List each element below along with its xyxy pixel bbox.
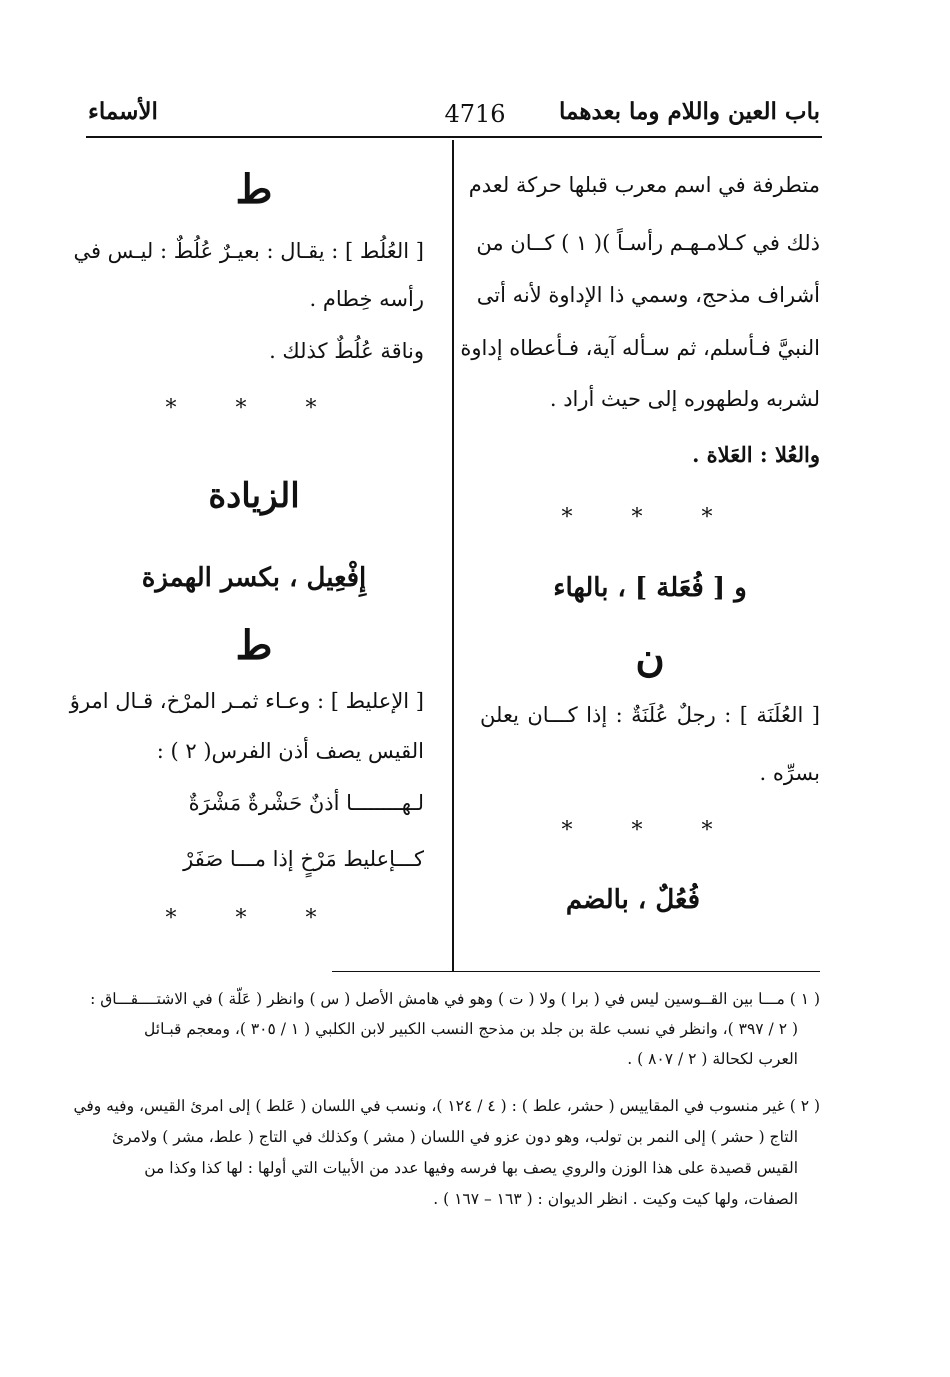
body-line: ذلك في كـلامـهـم رأسـاً )( ١ ) كــان من xyxy=(476,231,820,255)
footnote-line: العرب لكحالة ( ٢ / ٨٠٧ ) . xyxy=(627,1050,798,1068)
root-letter-ta: ط xyxy=(235,166,273,213)
entry-line: القيس يصف أذن الفرس( ٢ ) : xyxy=(156,739,424,763)
footnote-line: ( ١ ) مـــا بين القــوسين ليس في ( برا ) ولا ( ت ) وهو في هامش الأصل ( س ) وانظر ( عَلّة ) في الاشتــــقـــاق : xyxy=(90,990,820,1008)
entry-line: بسرِّه . xyxy=(759,761,820,785)
entry-line: [ العُلَنَة ] : رجلٌ عُلَنَةٌ : إذا كـــان يعلن xyxy=(480,703,820,727)
entry-line: [ الإعليط ] : وعـاء ثمـر المرْخ، قـال امرؤ xyxy=(69,689,424,713)
body-line: النبيَّ فـأسلم، ثم سـأله آية، فـأعطاه إداوة xyxy=(460,336,820,360)
header-rule xyxy=(86,136,822,138)
page-number: 4716 xyxy=(444,100,506,128)
body-line: أشراف مذحج، وسمي ذا الإداوة لأنه أتى xyxy=(476,283,820,307)
entry-line: [ العُلُط ] : يقـال : بعيـرٌ عُلُطٌ : ليـس في xyxy=(73,239,424,263)
footnote-line: الصفات، ولها كيت وكيت . انظر الديوان : ( ١٦٣ – ١٦٧ ) . xyxy=(433,1190,798,1208)
column-divider xyxy=(452,140,454,972)
body-line: متطرفة في اسم معرب قبلها حركة لعدم xyxy=(468,173,820,197)
section-stars: * * * xyxy=(561,818,739,843)
running-head-left: الأسماء xyxy=(88,98,158,125)
root-letter-nun: ن xyxy=(635,634,665,681)
pattern-heading: فُعُلٌ ، بالضم xyxy=(565,885,700,915)
root-letter-ta: ط xyxy=(235,622,273,669)
left-column xyxy=(69,166,424,931)
entry-line: رأسه خِطام . xyxy=(309,287,424,311)
footnote-line: القيس قصيدة على هذا الوزن والروي يصف بها فرسه وفيها عدد من الأبيات التي أولها : لها كذا وكذا من xyxy=(144,1159,798,1177)
footnote-line: ( ٢ / ٣٩٧ )، وانظر في نسب علة بن جلد بن مذحج النسب الكبير لابن الكلبي ( ١ / ٣٠٥ )، ومعجم قبـائل xyxy=(144,1020,798,1038)
body-line: لشربه ولطهوره إلى حيث أراد . xyxy=(549,387,820,411)
footnote-rule xyxy=(332,971,820,972)
running-head-right: باب العين واللام وما بعدهما xyxy=(559,98,820,125)
section-stars: * * * xyxy=(165,906,343,931)
right-column xyxy=(460,170,820,930)
pattern-heading: إِفْعِيل ، بكسر الهمزة xyxy=(141,563,367,593)
section-stars: * * * xyxy=(165,396,343,421)
footnote-line: التاج ( حشر ) إلى النمر بن تولب، وهو دون عزو في اللسان ( مشر ) وكذلك في التاج ( علط، مشر ) ولامرئ xyxy=(111,1128,798,1146)
section-heading: الزيادة xyxy=(208,476,300,516)
verse-line: كـــإعليط مَرْخٍ إذا مـــا صَفَرْ xyxy=(183,847,424,871)
pattern-heading: و [ فُعَلة ] ، بالهاء xyxy=(553,573,747,603)
section-stars: * * * xyxy=(561,505,739,530)
footnote-line: ( ٢ ) غير منسوب في المقاييس ( حشر، علط ) : ( ٤ / ١٢٤ )، ونسب في اللسان ( عَلط ) إلى امرئ القيس، وفيه وفي xyxy=(73,1097,820,1115)
body-line: والعُلا : العَلاة . xyxy=(692,442,820,467)
entry-line: وناقة عُلُطٌ كذلك . xyxy=(269,339,424,363)
verse-line: لـهــــــــا أذنٌ حَشْرةٌ مَشْرَةٌ xyxy=(188,791,424,815)
